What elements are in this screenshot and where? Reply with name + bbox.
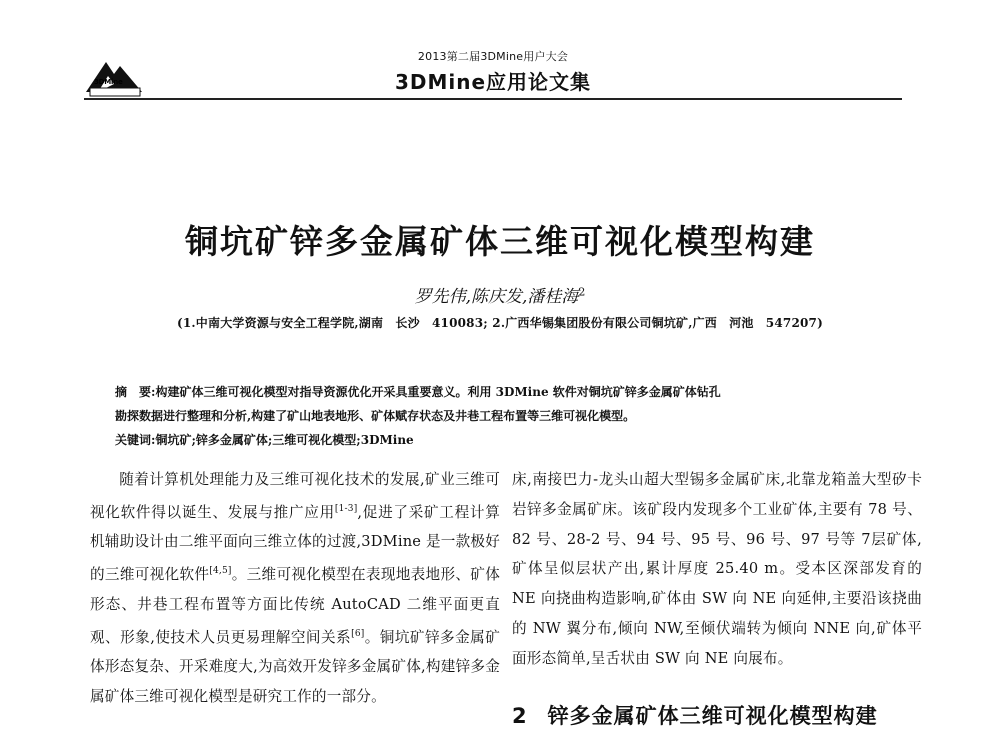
header-rule	[84, 98, 902, 100]
citation-1: [1-3]	[334, 503, 358, 514]
keywords-line	[115, 428, 895, 452]
collection-title: 3DMine应用论文集	[394, 70, 592, 94]
body-column-right	[512, 465, 922, 674]
abstract-block	[115, 380, 895, 452]
paper-title: 铜坑矿锌多金属矿体三维可视化模型构建	[185, 222, 815, 261]
abstract-line-1	[115, 380, 895, 404]
keywords-label: 关键词:	[115, 433, 156, 447]
citation-2: [4,5]	[209, 566, 232, 577]
conference-name: 2013第二届3DMine用户大会	[417, 50, 569, 63]
citation-3: [6]	[351, 628, 365, 639]
section-title: 锌多金属矿体三维可视化模型构建	[547, 704, 878, 728]
abstract-text-1: 构建矿体三维可视化模型对指导资源优化开采具重要意义。利用 3DMine 软件对铜坑矿锌多金属矿体钻孔	[155, 385, 721, 399]
abstract-line-2: 勘探数据进行整理和分析,构建了矿山地表地形、矿体赋存状态及井巷工程布置等三维可视化模型。	[115, 409, 636, 423]
affiliation: (1.中南大学资源与安全工程学院,湖南 长沙 410083; 2.广西华锡集团股份有限公司铜坑矿,广西 河池 547207)	[177, 316, 823, 330]
paper-authors	[0, 282, 1000, 307]
section-number: 2	[512, 704, 528, 728]
logo-text: 3DMine	[94, 78, 123, 86]
abstract-label: 摘 要:	[115, 385, 156, 399]
authors-text: 罗先伟,陈庆发,潘桂海	[414, 287, 579, 307]
intro-text-a: 随着计算机处理能力及三维可视化技术的发展,矿业三维可视化软件得以诞生、发展与推广应用	[90, 471, 500, 521]
authors-affiliation-mark: 2	[578, 285, 586, 299]
keywords-text: 铜坑矿;锌多金属矿体;三维可视化模型;3DMine	[155, 433, 414, 447]
intro-text-c: 。三维可视化模型在表现地表地形、矿体形态、井巷工程布置等方面比传统 AutoCAD 二维平面更直观、形象,使技术人员更易理解空间关系	[90, 566, 500, 646]
page-header	[84, 44, 902, 102]
intro-paragraph	[90, 465, 500, 712]
intro-text-d: 。铜坑矿锌多金属矿体形态复杂、开采难度大,为高效开发锌多金属矿体,构建锌多金属矿体三维可视化模型是研究工作的一部分。	[90, 628, 500, 706]
body-column-left	[90, 465, 500, 712]
section-heading	[512, 700, 878, 730]
geology-paragraph: 床,南接巴力-龙头山超大型锡多金属矿床,北靠龙箱盖大型矽卡岩锌多金属矿床。该矿段内发现多个工业矿体,主要有 78 号、82 号、28-2 号、94 号、95 号、96 号、97 号等 7层矿体,矿体呈似层状产出,累计厚度 25.40 m。受本区深部发育的 NE 向挠曲构造影响,矿体由 SW 向 NE 向延伸,主要沿该挠曲的 NW 翼分布,倾向 NW,至倾伏端转为倾向 NNE 向,矿体平面形态简单,呈舌状由 SW 向 NE 向展布。	[512, 471, 922, 667]
intro-text-b: ,促进了采矿工程计算机辅助设计由二维平面向三维立体的过渡,3DMine 是一款极好的三维可视化软件	[90, 503, 501, 584]
